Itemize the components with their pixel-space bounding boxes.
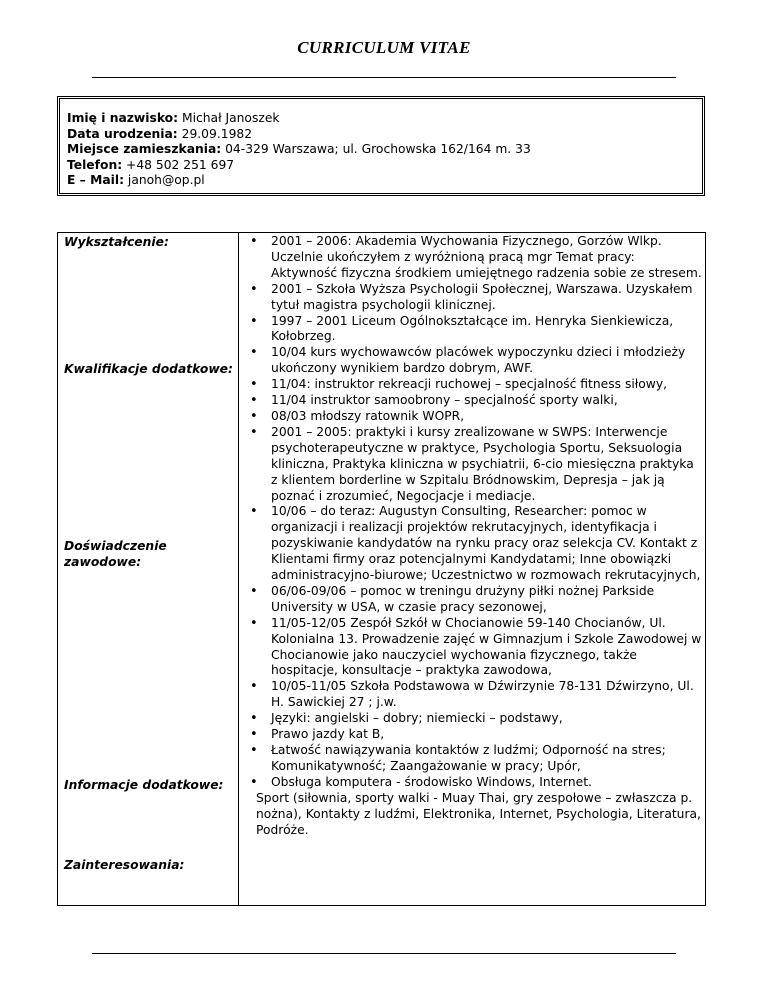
page-title: CURRICULUM VITAE [297,38,471,57]
experience-list [242,504,702,711]
address-label: Miejsce zamieszkania: [67,142,222,156]
cv-table [57,232,706,906]
list-item: • 08/03 młodszy ratownik WOPR, [242,409,702,425]
name-label: Imię i nazwisko: [67,111,179,125]
list-item: • 11/04: instruktor rekreacji ruchowej – specjalność fitness siłowy, [242,377,702,393]
experience-label: Doświadczenie zawodowe: [64,539,167,569]
list-item: • 2001 – 2006: Akademia Wychowania Fizycznego, Gorzów Wlkp. Uczelnie ukończyłem z wyróżnioną pracą mgr Temat pracy: Aktywność fizyczna środkiem umiejętnego radzenia sobie ze stresem. [242,234,702,282]
list-item: • Obsługa komputera - środowisko Windows, Internet. [242,775,702,791]
section-labels-column [58,233,239,905]
list-item: • Prawo jazdy kat B, [242,727,702,743]
phone-value: +48 502 251 697 [122,157,235,172]
personal-info-box [57,96,705,196]
interests-text: Sport (siłownia, sporty walki - Muay Thai, gry zespołowe – zwłaszcza p. nożna), Kontakty z ludźmi, Elektronika, Internet, Psychologia, Literatura, Podróże. [256,790,701,837]
list-item: • 11/04 instruktor samoobrony – specjalność sporty walki, [242,393,702,409]
list-item: • Łatwość nawiązywania kontaktów z ludźmi; Odporność na stres; Komunikatywność; Zaangażowanie w pracy; Upór, [242,743,702,775]
additional-info-list [242,711,702,791]
address-row [67,142,702,158]
interests-label: Zainteresowania: [64,858,185,872]
list-item: • 1997 – 2001 Liceum Ogólnokształcące im. Henryka Sienkiewicza, Kołobrzeg. [242,314,702,346]
email-value: janoh@op.pl [124,173,205,187]
phone-row [67,158,702,174]
list-item: • 11/05-12/05 Zespół Szkół w Chocianowie 59-140 Chocianów, Ul. Kolonialna 13. Prowadzenie zajęć w Gimnazjum i Szkole Zawodowej w Chocianowie jako nauczyciel wychowania fizycznego, także hospitacje, konsultacje – praktyka zawodowa, [242,616,702,680]
list-item: • 06/06-09/06 – pomoc w treningu drużyny piłki nożnej Parkside University w USA, w czasie pracy sezonowej, [242,584,702,616]
name-row [67,111,702,127]
birthdate-value: 29.09.1982 [177,126,253,141]
email-label: E – Mail: [67,173,124,187]
email-row [67,173,702,189]
list-item: • 10/06 – do teraz: Augustyn Consulting, Researcher: pomoc w organizacji i realizacji projektów rekrutacyjnych, identyfikacja i pozyskiwanie kandydatów na rynku pracy oraz selekcja CV. Kontakt z Klientami firmy oraz potencjalnymi Kandydatami; Inne obowiązki administracyjno-biurowe; Uczestnictwo w rozmowach rekrutacyjnych, [242,504,702,584]
qualifications-list [242,345,702,504]
name-value: Michał Janoszek [178,111,280,125]
list-item: • 2001 – Szkoła Wyższa Psychologii Społecznej, Warszawa. Uzyskałem tytuł magistra psychologii klinicznej. [242,282,702,314]
phone-label: Telefon: [67,157,123,172]
birthdate-row [67,127,702,143]
education-list [242,234,702,345]
additional-info-label: Informacje dodatkowe: [64,778,224,792]
list-item: • 2001 – 2005: praktyki i kursy zrealizowane w SWPS: Interwencje psychoterapeutyczne w praktyce, Psychologia Sportu, Seksuologia kliniczna, Praktyka kliniczna w psychiatrii, 6-cio miesięczna praktyka z klientem borderline w Szpitalu Bródnowskim, Depresja – jak ją poznać i zrozumieć, Negocjacje i mediacje. [242,425,702,505]
list-item: • 10/04 kurs wychowawców placówek wypoczynku dzieci i młodzieży ukończony wynikiem bardzo dobrym, AWF. [242,345,702,377]
qualifications-label: Kwalifikacje dodatkowe: [64,362,233,376]
education-label: Wykształcenie: [64,235,169,249]
title-divider [92,77,676,78]
birthdate-label: Data urodzenia: [67,126,178,141]
address-value: 04-329 Warszawa; ul. Grochowska 162/164 m. 33 [221,142,531,156]
list-item: • Języki: angielski – dobry; niemiecki – podstawy, [242,711,702,727]
section-content-column [242,234,702,838]
list-item: • 10/05-11/05 Szkoła Podstawowa w Dźwirzynie 78-131 Dźwirzyno, Ul. H. Sawickiej 27 ; j.w. [242,679,702,711]
footer-divider [92,953,676,954]
